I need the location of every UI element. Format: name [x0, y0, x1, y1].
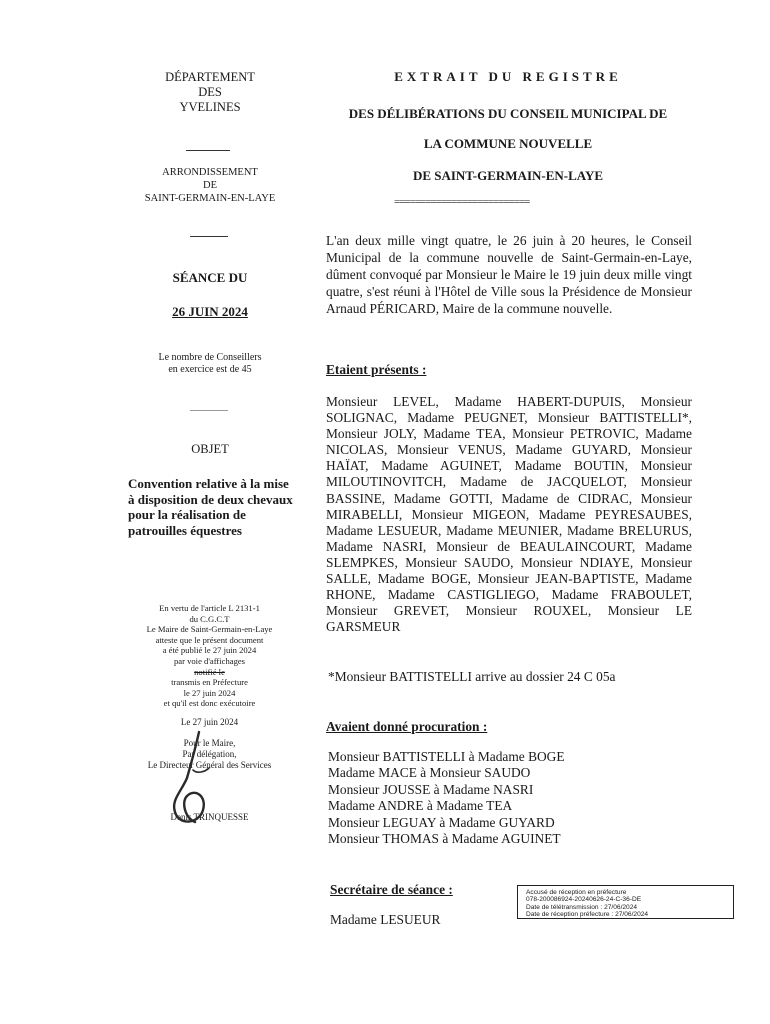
attestation-line: et qu'il est donc exécutoire	[163, 698, 256, 709]
presents-list: Monsieur LEVEL, Madame HABERT-DUPUIS, Monsieur SOLIGNAC, Madame PEUGNET, Monsieur BATTISTELLI*, Monsieur JOLY, Madame TEA, Monsieur PETROVIC, Madame NICOLAS, Monsieur VENUS, Madame GUYARD, Monsieur HAÏAT, Madame AGUINET, Madame BOUTIN, Monsieur MILOUTINOVITCH, Madame de JACQUELOT, Monsieur BASSINE, Madame GOTTI, Madame de CIDRAC, Monsieur MIRABELLI, Monsieur MIGEON, Madame PEYRESAUBES, Madame LESUEUR, Madame MEUNIER, Madame BRELURUS, Madame NASRI, Monsieur de BEAULAINCOURT, Madame SLEMPKES, Monsieur SAUDO, Monsieur NDIAYE, Monsieur SALLE, Madame BOGE, Monsieur JEAN-BAPTISTE, Madame RHONE, Madame CASTIGLIEGO, Madame FRABOULET, Monsieur GREVET, Monsieur ROUXEL, Monsieur LE GARSMEUR	[326, 394, 692, 635]
attestation-line: par voie d'affichages	[173, 655, 246, 666]
departement-line: DÉPARTEMENT	[165, 70, 255, 84]
departement-block	[130, 70, 290, 115]
handwritten-signature-icon	[165, 730, 225, 830]
publication-attestation	[112, 603, 307, 709]
procuration-item: Madame ANDRE à Madame TEA	[328, 798, 513, 814]
separator	[190, 410, 228, 411]
procuration-item: Monsieur THOMAS à Madame AGUINET	[328, 831, 561, 847]
signature-line: Pour le Maire,	[183, 738, 236, 748]
procuration-heading: Avaient donné procuration :	[326, 719, 488, 734]
arrondissement-line: DE	[203, 180, 217, 191]
register-title: EXTRAIT DU REGISTRE	[394, 69, 622, 84]
stamp-line: Accusé de réception en préfecture	[526, 889, 627, 896]
procuration-item: Monsieur BATTISTELLI à Madame BOGE	[328, 749, 565, 764]
commune-name: DE SAINT-GERMAIN-EN-LAYE	[412, 168, 604, 183]
seance-label: SÉANCE DU	[172, 270, 248, 285]
register-subtitle: DES DÉLIBÉRATIONS DU CONSEIL MUNICIPAL DE	[348, 106, 668, 121]
arrival-note: *Monsieur BATTISTELLI arrive au dossier 24 C 05a	[328, 669, 616, 684]
objet-title: Convention relative à la mise à disposition de deux chevaux pour la réalisation de patrouilles équestres	[128, 476, 293, 538]
secretaire-name: Madame LESUEUR	[330, 912, 441, 927]
separator	[190, 236, 228, 237]
procuration-item: Madame MACE à Monsieur SAUDO	[328, 765, 531, 781]
prefecture-receipt-stamp	[517, 885, 734, 919]
attestation-line: Le Maire de Saint-Germain-en-Laye	[146, 624, 273, 635]
arrondissement-line: SAINT-GERMAIN-EN-LAYE	[144, 193, 276, 204]
attestation-line: En vertu de l'article L 2131-1	[159, 603, 260, 613]
arrondissement-block	[120, 166, 300, 205]
nombre-line: en exercice est de 45	[168, 364, 252, 375]
stamp-line: Date de télétransmission : 27/06/2024	[526, 903, 638, 911]
attestation-line: a été publié le 27 juin 2024	[162, 645, 257, 656]
procuration-item: Monsieur LEGUAY à Madame GUYARD	[328, 814, 555, 830]
signatory-name: Denis TRINQUESSE	[170, 812, 249, 822]
signature-line: Par délégation,	[182, 749, 237, 759]
objet-label: OBJET	[191, 442, 229, 456]
nombre-line: Le nombre de Conseillers	[158, 352, 262, 363]
attestation-line: le 27 juin 2024	[183, 687, 236, 698]
presents-heading: Etaient présents :	[326, 362, 427, 377]
signature-date: Le 27 juin 2024	[180, 717, 239, 727]
attestation-struck-line: notifié le	[194, 666, 225, 677]
departement-line: DES	[198, 85, 222, 99]
signature-line: Le Directeur Général des Services	[147, 760, 272, 770]
double-rule: ==========================	[394, 196, 530, 208]
attestation-line: du C.G.C.T	[189, 613, 230, 624]
stamp-line: Date de réception préfecture : 27/06/2024	[526, 911, 649, 919]
commune-line: LA COMMUNE NOUVELLE	[423, 136, 593, 151]
intro-paragraph: L'an deux mille vingt quatre, le 26 juin à 20 heures, le Conseil Municipal de la commune nouvelle de Saint-Germain-en-Laye, dûment convoqué par Monsieur le Maire le 19 juin deux mille vingt quatre, s'est réuni à l'Hôtel de Ville sous la Présidence de Monsieur Arnaud PÉRICARD, Maire de la commune nouvelle.	[326, 233, 692, 316]
nombre-conseillers	[120, 352, 300, 376]
arrondissement-line: ARRONDISSEMENT	[162, 167, 258, 178]
separator	[186, 150, 230, 151]
departement-line: YVELINES	[179, 100, 241, 114]
attestation-line: atteste que le présent document	[155, 634, 264, 645]
attestation-line: transmis en Préfecture	[171, 677, 248, 688]
procuration-list	[328, 749, 694, 847]
stamp-line: 078-200086924-20240626-24-C-36-DE	[526, 896, 642, 904]
procuration-item: Monsieur JOUSSE à Madame NASRI	[328, 781, 534, 797]
seance-date: 26 JUIN 2024	[172, 304, 248, 319]
secretaire-heading: Secrétaire de séance :	[330, 882, 453, 897]
